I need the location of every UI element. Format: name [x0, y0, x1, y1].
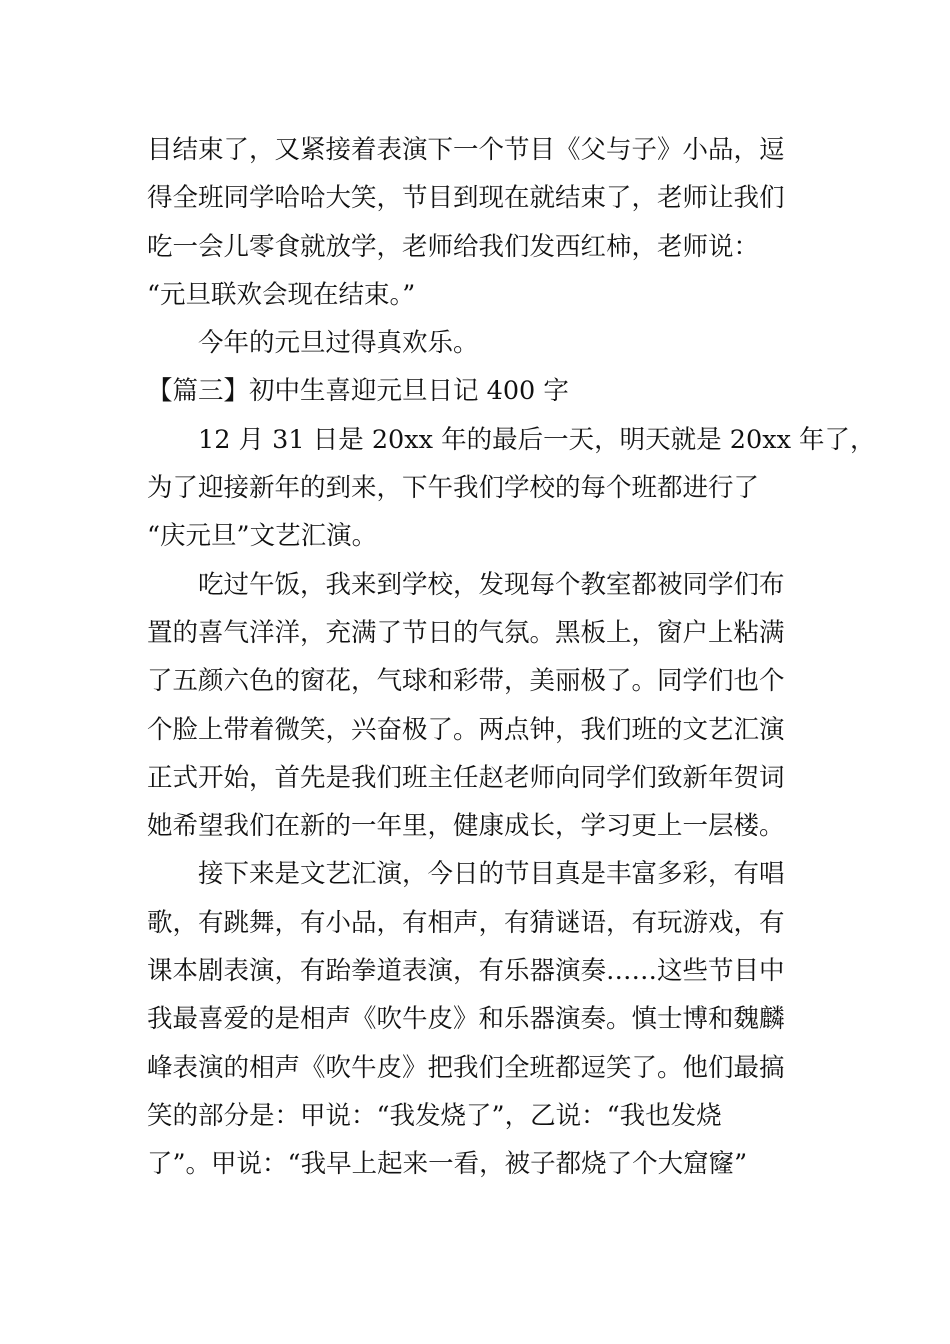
paragraph-line: 接下来是文艺汇演，今日的节目真是丰富多彩，有唱 — [198, 859, 785, 890]
text-line: “元旦联欢会现在结束。” — [147, 279, 416, 310]
text-line: “庆元旦”文艺汇演。 — [147, 521, 378, 552]
text-line: 得全班同学哈哈大笑，节目到现在就结束了，老师让我们 — [147, 183, 785, 214]
text-line: 正式开始，首先是我们班主任赵老师向同学们致新年贺词 — [147, 762, 785, 793]
text-line: 置的喜气洋洋，充满了节日的气氛。黑板上，窗户上粘满 — [147, 617, 785, 648]
text-line: 吃一会儿零食就放学，老师给我们发西红柿，老师说： — [147, 231, 760, 262]
text-line: 课本剧表演，有跆拳道表演，有乐器演奏……这些节目中 — [147, 956, 785, 987]
paragraph-line: 12 月 31 日是 20xx 年的最后一天，明天就是 20xx 年了， — [198, 424, 876, 455]
text-line: 个脸上带着微笑，兴奋极了。两点钟，我们班的文艺汇演 — [147, 714, 785, 745]
text-line: 了”。甲说：“我早上起来一看，被子都烧了个大窟窿” — [147, 1149, 748, 1180]
text-line: 歌，有跳舞，有小品，有相声，有猜谜语，有玩游戏，有 — [147, 907, 785, 938]
paragraph-line: 今年的元旦过得真欢乐。 — [198, 328, 479, 359]
paragraph-line: 吃过午饭，我来到学校，发现每个教室都被同学们布 — [198, 569, 785, 600]
text-line: 笑的部分是：甲说：“我发烧了”，乙说：“我也发烧 — [147, 1100, 722, 1131]
text-line: 她希望我们在新的一年里，健康成长，学习更上一层楼。 — [147, 811, 785, 842]
text-line: 了五颜六色的窗花，气球和彩带，美丽极了。同学们也个 — [147, 666, 785, 697]
text-line: 为了迎接新年的到来，下午我们学校的每个班都进行了 — [147, 473, 760, 504]
text-line: 峰表演的相声《吹牛皮》把我们全班都逗笑了。他们最搞 — [147, 1052, 785, 1083]
text-line: 我最喜爱的是相声《吹牛皮》和乐器演奏。慎士博和魏麟 — [147, 1004, 785, 1035]
text-line: 目结束了，又紧接着表演下一个节目《父与子》小品，逗 — [147, 135, 785, 165]
section-heading: 【篇三】初中生喜迎元旦日记 400 字 — [147, 376, 569, 407]
document-body — [147, 126, 876, 1189]
